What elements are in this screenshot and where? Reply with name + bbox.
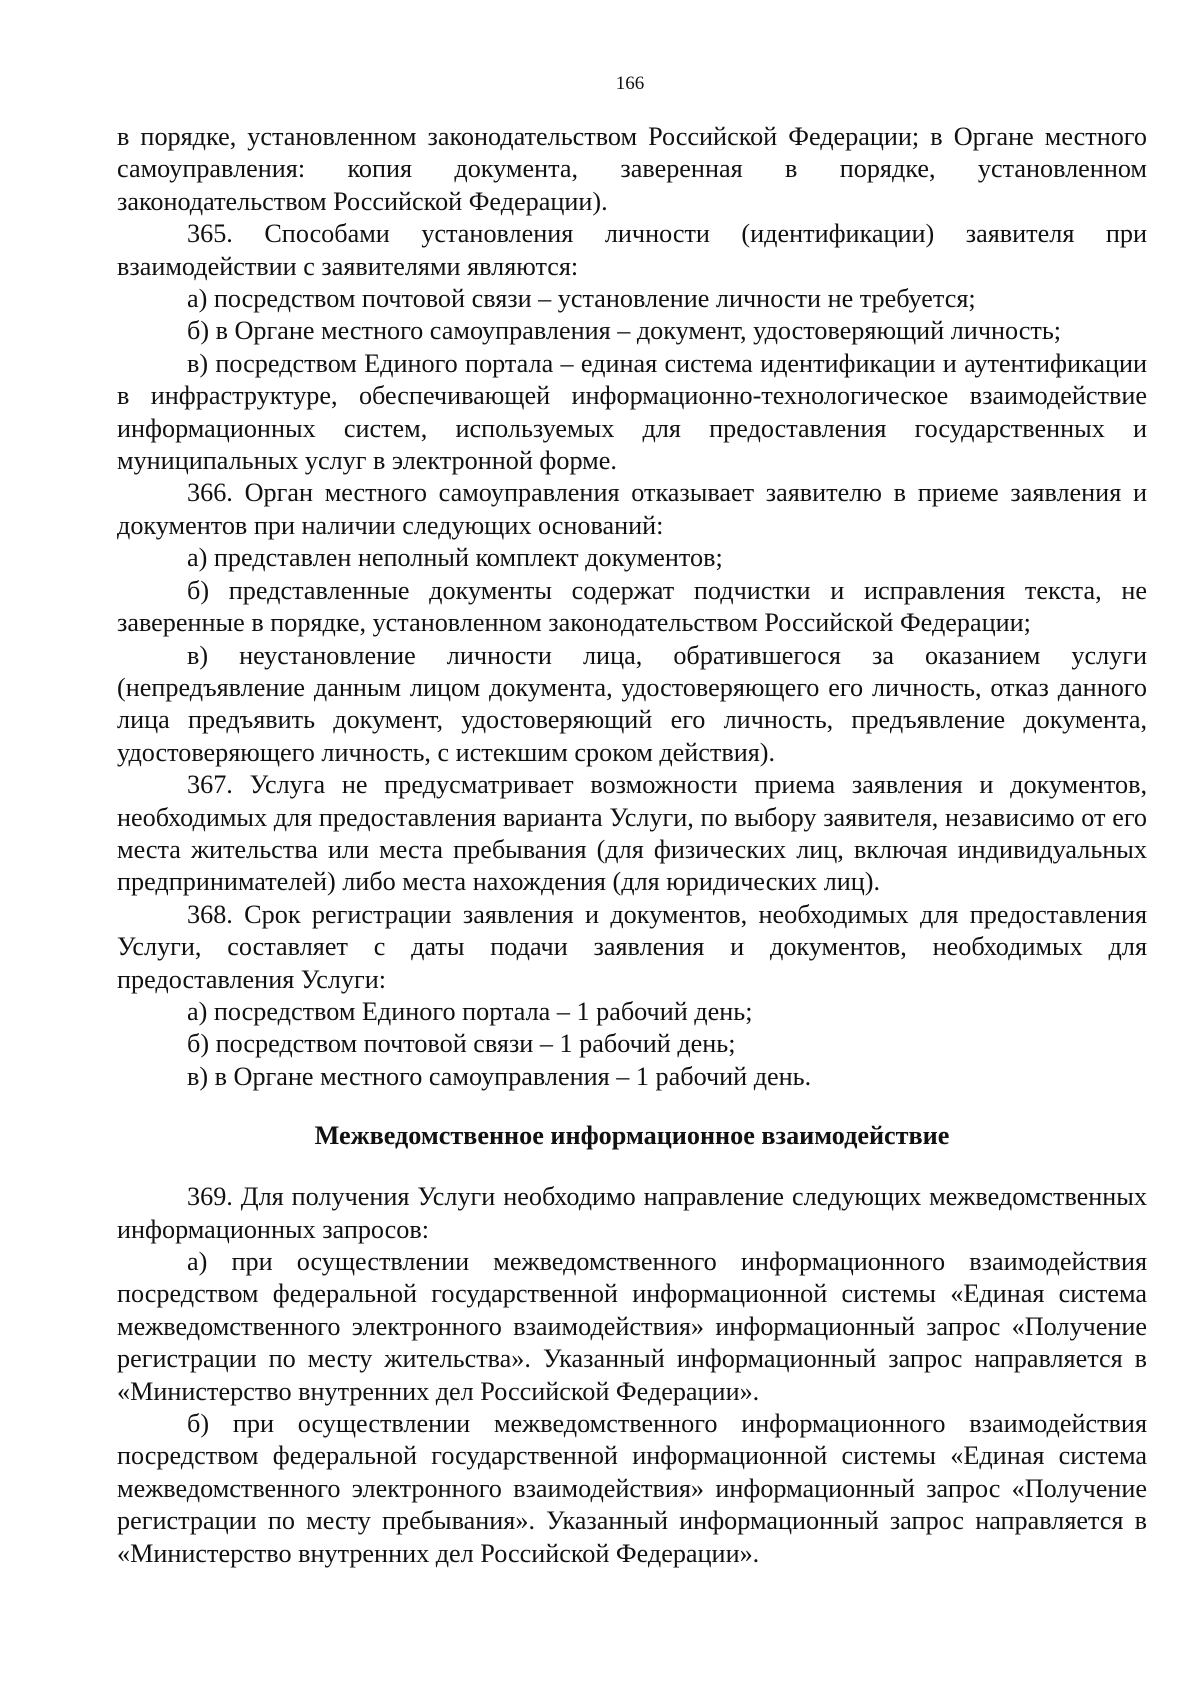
paragraph-366-a: а) представлен неполный комплект документов; xyxy=(187,543,723,573)
paragraph-366-b: б) представленные документы содержат подчистки и исправления текста, не заверенные в порядке, установленном законодательством Российской Федерации; xyxy=(117,575,1147,638)
paragraph-365-a: а) посредством почтовой связи – установление личности не требуется; xyxy=(187,284,976,314)
paragraph-368: 368. Срок регистрации заявления и документов, необходимых для предоставления Услуги, составляет с даты подачи заявления и документов, необходимых для предоставления Услуги: xyxy=(117,899,1147,994)
paragraph-369-b: б) при осуществлении межведомственного информационного взаимодействия посредством федеральной государственной информационной системы «Единая система межведомственного электронного взаимодействия» информационный запрос «Получение регистрации по месту пребывания». Указанный информационный запрос направляется в «Министерство внутренних дел Российской Федерации». xyxy=(117,1409,1147,1568)
paragraph-368-v: в) в Органе местного самоуправления – 1 рабочий день. xyxy=(187,1061,812,1091)
paragraph-365-v: в) посредством Единого портала – единая система идентификации и аутентификации в инфраструктуре, обеспечивающей информационно-технологическое взаимодействие информационных систем, используемых для предоставления государственных и муниципальных услуг в электронной форме. xyxy=(117,348,1147,476)
paragraph-369: 369. Для получения Услуги необходимо направление следующих межведомственных информационных запросов: xyxy=(117,1182,1147,1244)
document-body xyxy=(117,121,1147,1570)
section-heading: Межведомственное информационное взаимодействие xyxy=(314,1121,950,1151)
page-number: 166 xyxy=(615,73,645,94)
paragraph-365-b: б) в Органе местного самоуправления – документ, удостоверяющий личность; xyxy=(187,316,1062,346)
paragraph-366-v: в) неустановление личности лица, обратившегося за оказанием услуги (непредъявление данным лицом документа, удостоверяющего его личность, отказ данного лица предъявить документ, удостоверяющий его личность, предъявление документа, удостоверяющего личность, с истекшим сроком действия). xyxy=(117,640,1147,767)
paragraphs-after-heading xyxy=(117,1181,1147,1570)
paragraph-366: 366. Орган местного самоуправления отказывает заявителю в приеме заявления и документов при наличии следующих оснований: xyxy=(117,478,1147,540)
paragraph-368-a: а) посредством Единого портала – 1 рабочий день; xyxy=(187,996,753,1026)
paragraph-368-b: б) посредством почтовой связи – 1 рабочий день; xyxy=(187,1029,736,1059)
paragraph-369-a: а) при осуществлении межведомственного информационного взаимодействия посредством федеральной государственной информационной системы «Единая система межведомственного электронного взаимодействия» информационный запрос «Получение регистрации по месту жительства». Указанный информационный запрос направляется в «Министерство внутренних дел Российской Федерации». xyxy=(117,1247,1147,1406)
paragraphs-before-heading xyxy=(117,121,1147,1093)
paragraph-367: 367. Услуга не предусматривает возможности приема заявления и документов, необходимых для предоставления варианта Услуги, по выбору заявителя, независимо от его места жительства или места пребывания (для физических лиц, включая индивидуальных предпринимателей) либо места нахождения (для юридических лиц). xyxy=(117,770,1147,897)
paragraph: в порядке, установленном законодательством Российской Федерации; в Органе местного самоуправления: копия документа, заверенная в порядке, установленном законодательством Российской Федерации). xyxy=(117,122,1147,216)
paragraph-365: 365. Способами установления личности (идентификации) заявителя при взаимодействии с заявителями являются: xyxy=(117,219,1147,281)
